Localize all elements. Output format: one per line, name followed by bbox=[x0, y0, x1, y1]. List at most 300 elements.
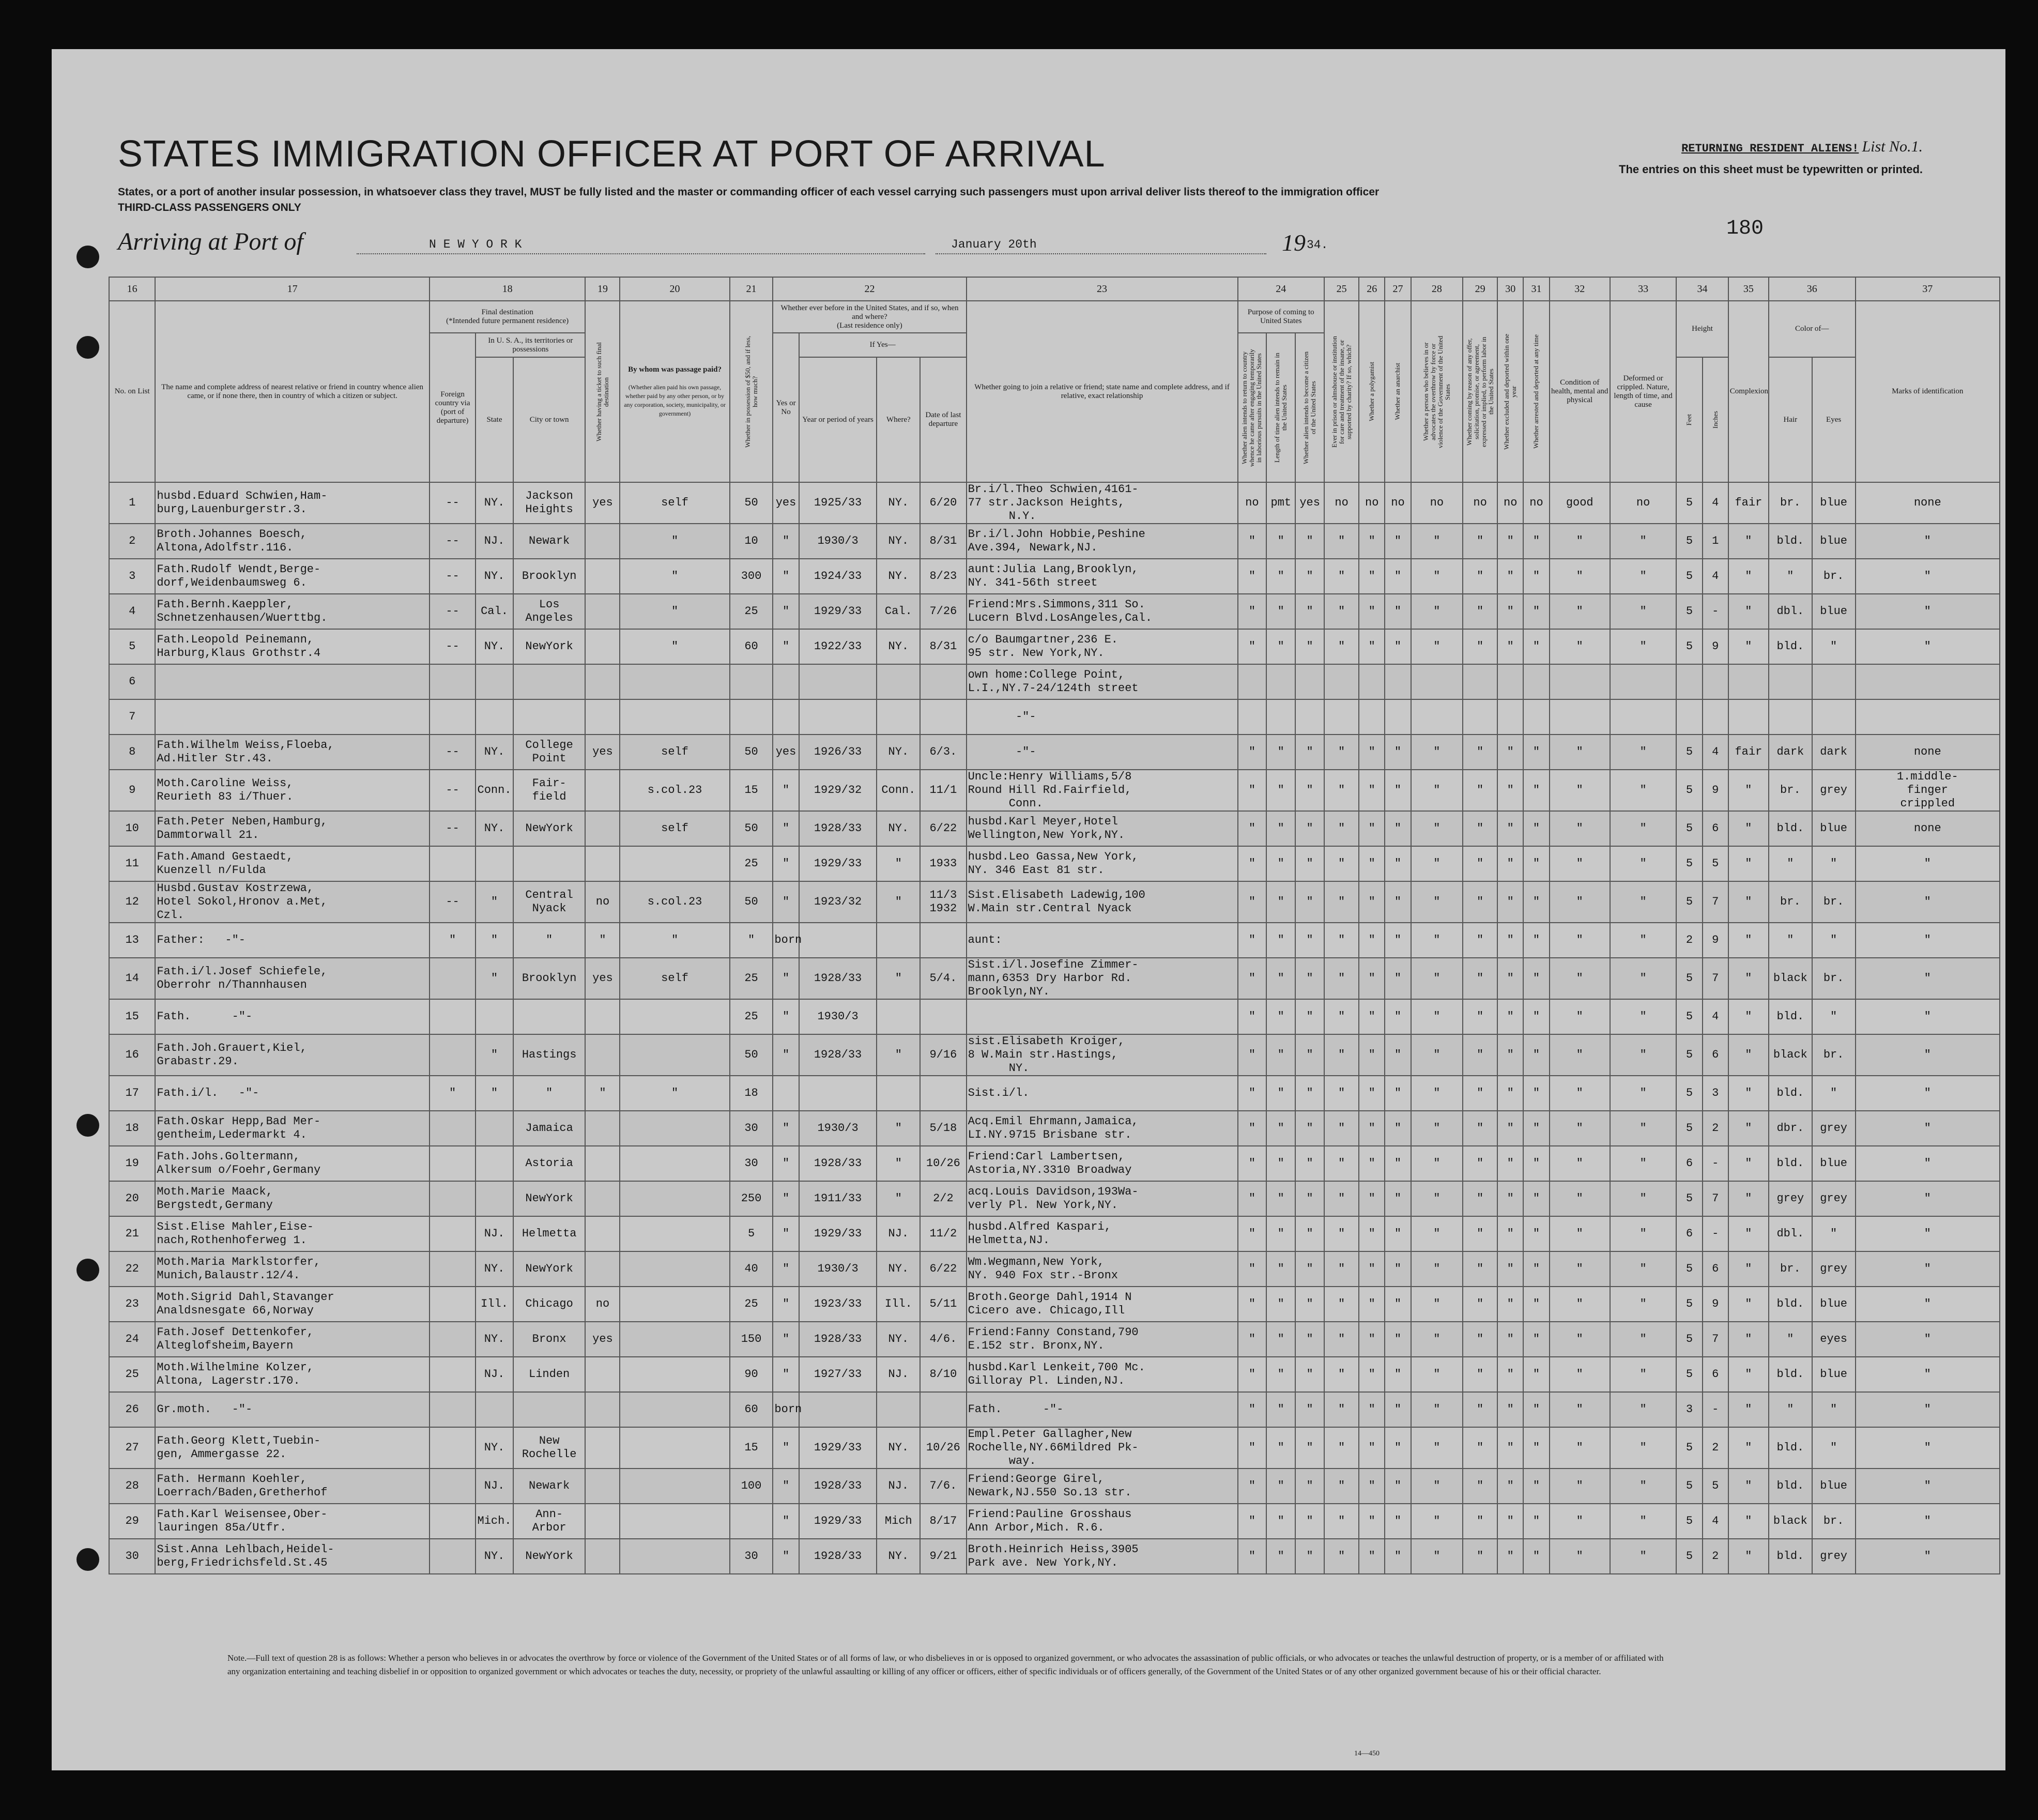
cell-anarchist: " bbox=[1385, 1539, 1411, 1574]
cell-foreign-port bbox=[430, 1181, 476, 1216]
cell-before-yes-no: " bbox=[773, 629, 799, 664]
cell-joining-relative: Friend:Pauline Grosshaus Ann Arbor,Mich. R.6. bbox=[967, 1504, 1238, 1539]
cell-dest-state: " bbox=[476, 881, 513, 923]
cell-relative-address: Fath.Georg Klett,Tuebin- gen, Ammergasse 22. bbox=[155, 1427, 430, 1469]
cell-purpose-return: " bbox=[1238, 1111, 1267, 1146]
cell-prison: " bbox=[1324, 1504, 1359, 1539]
cell-purpose-return: " bbox=[1238, 1034, 1267, 1076]
cell-prison: " bbox=[1324, 629, 1359, 664]
arrival-date: January 20th bbox=[951, 238, 1037, 251]
cell-last-departure: 5/18 bbox=[920, 1111, 966, 1146]
cell-before-years bbox=[799, 1076, 877, 1111]
cell-passage-paid: self bbox=[620, 958, 729, 999]
cell-before-yes-no: " bbox=[773, 1181, 799, 1216]
final-destination-label: Final destination bbox=[481, 308, 533, 316]
cell-polygamist: " bbox=[1359, 1146, 1385, 1181]
cell-prison: " bbox=[1324, 1216, 1359, 1251]
year-suffix: 34. bbox=[1307, 238, 1328, 252]
cell-passage-paid bbox=[620, 1146, 729, 1181]
cell-has-ticket bbox=[585, 1357, 620, 1392]
cell-joining-relative: husbd.Karl Lenkeit,700 Mc. Gilloray Pl. Linden,NJ. bbox=[967, 1357, 1238, 1392]
cell-passage-paid bbox=[620, 1111, 729, 1146]
cell-marks: " bbox=[1856, 629, 2000, 664]
footnote: Note.—Full text of question 28 is as follows: Whether a person who believes in or advocates the overthrow by force or violence of the Government of the United States or of all forms of law, or who disbelieves in or is opposed to organized government, or who advocates the assassination of public officials, or who advocates or teaches the unlawful destruction of property, or is a member of or affiliated with any organization entertaining and teaching disbelief in or opposition to organized government or which advocates or teaches the duty, necessity, or propriety of the unlawful assaulting or killing of any officer or officers, either of specific individuals or of officers generally, of the Government of the United States or of any other organized government because of his or their official character. bbox=[227, 1653, 1664, 1676]
cell-purpose-length: " bbox=[1266, 629, 1295, 664]
cell-joining-relative: husbd.Karl Meyer,Hotel Wellington,New York,NY. bbox=[967, 811, 1238, 846]
cell-arrested: " bbox=[1523, 524, 1549, 559]
sheet-number: 180 bbox=[1726, 217, 1764, 240]
cell-eye-color: br. bbox=[1812, 881, 1856, 923]
cell-row-number: 2 bbox=[109, 524, 155, 559]
list-info bbox=[1499, 138, 1923, 177]
cell-overthrow: " bbox=[1411, 1322, 1463, 1357]
cell-polygamist: " bbox=[1359, 1469, 1385, 1504]
header-health: Condition of health, mental and physical bbox=[1550, 301, 1610, 482]
cell-marks bbox=[1856, 664, 2000, 699]
cell-contract-labor: " bbox=[1463, 559, 1497, 594]
cell-joining-relative: c/o Baumgartner,236 E. 95 str. New York,NY. bbox=[967, 629, 1238, 664]
cell-before-yes-no: " bbox=[773, 1322, 799, 1357]
ticket-label: Whether having a ticket to such final destination bbox=[594, 342, 610, 441]
cell-before-yes-no: " bbox=[773, 524, 799, 559]
cell-anarchist: " bbox=[1385, 1357, 1411, 1392]
cell-before-years: 1927/33 bbox=[799, 1357, 877, 1392]
cell-before-years: 1928/33 bbox=[799, 811, 877, 846]
header-deformed: Deformed or crippled. Nature, length of time, and cause bbox=[1610, 301, 1676, 482]
cell-passage-paid: " bbox=[620, 524, 729, 559]
cell-complexion: " bbox=[1728, 770, 1769, 811]
cell-height-feet: 5 bbox=[1676, 735, 1702, 770]
cell-deformed: " bbox=[1610, 1392, 1676, 1427]
cell-complexion: " bbox=[1728, 1539, 1769, 1574]
cell-joining-relative: Friend:Mrs.Simmons,311 So. Lucern Blvd.LosAngeles,Cal. bbox=[967, 594, 1238, 629]
cell-polygamist: " bbox=[1359, 958, 1385, 999]
cell-has-ticket bbox=[585, 1427, 620, 1469]
cell-prison: " bbox=[1324, 1146, 1359, 1181]
cell-height-inches: 6 bbox=[1703, 1034, 1728, 1076]
cell-anarchist: " bbox=[1385, 1181, 1411, 1216]
cell-overthrow: " bbox=[1411, 999, 1463, 1034]
passenger-rows bbox=[109, 482, 2000, 1574]
cell-hair-color: bld. bbox=[1769, 1076, 1812, 1111]
cell-purpose-length: pmt bbox=[1266, 482, 1295, 524]
cell-row-number: 24 bbox=[109, 1322, 155, 1357]
cell-dest-city: Central Nyack bbox=[513, 881, 586, 923]
cell-contract-labor: " bbox=[1463, 1504, 1497, 1539]
cell-hair-color bbox=[1769, 664, 1812, 699]
cell-row-number: 27 bbox=[109, 1427, 155, 1469]
cell-complexion bbox=[1728, 664, 1769, 699]
cell-row-number: 8 bbox=[109, 735, 155, 770]
cell-money: 30 bbox=[730, 1111, 773, 1146]
cell-overthrow: " bbox=[1411, 1287, 1463, 1322]
cell-anarchist bbox=[1385, 699, 1411, 735]
cell-before-yes-no: " bbox=[773, 1504, 799, 1539]
cell-money: 90 bbox=[730, 1357, 773, 1392]
cell-height-inches: 6 bbox=[1703, 1357, 1728, 1392]
cell-dest-city: Los Angeles bbox=[513, 594, 586, 629]
cell-complexion: " bbox=[1728, 846, 1769, 881]
cell-before-yes-no: " bbox=[773, 846, 799, 881]
cell-prison: " bbox=[1324, 1469, 1359, 1504]
header-where: Where? bbox=[877, 357, 920, 482]
cell-row-number: 4 bbox=[109, 594, 155, 629]
cell-joining-relative: Br.i/l.John Hobbie,Peshine Ave.394, Newark,NJ. bbox=[967, 524, 1238, 559]
table-row bbox=[109, 999, 2000, 1034]
cell-hair-color: dbl. bbox=[1769, 1216, 1812, 1251]
cell-joining-relative: husbd.Alfred Kaspari, Helmetta,NJ. bbox=[967, 1216, 1238, 1251]
cell-foreign-port bbox=[430, 1034, 476, 1076]
cell-before-years: 1929/33 bbox=[799, 1427, 877, 1469]
cell-height-feet: 5 bbox=[1676, 482, 1702, 524]
header-date-departure: Date of last departure bbox=[920, 357, 966, 482]
cell-deformed: " bbox=[1610, 811, 1676, 846]
cell-row-number: 7 bbox=[109, 699, 155, 735]
cell-prison: " bbox=[1324, 735, 1359, 770]
cell-dest-city: Newark bbox=[513, 524, 586, 559]
cell-row-number: 18 bbox=[109, 1111, 155, 1146]
cell-polygamist: " bbox=[1359, 1034, 1385, 1076]
before-in-us-note: (Last residence only) bbox=[837, 321, 902, 330]
cell-has-ticket bbox=[585, 1469, 620, 1504]
cell-height-feet: 3 bbox=[1676, 1392, 1702, 1427]
cell-joining-relative: Empl.Peter Gallagher,New Rochelle,NY.66Mildred Pk- way. bbox=[967, 1427, 1238, 1469]
cell-prison: " bbox=[1324, 811, 1359, 846]
cell-row-number: 21 bbox=[109, 1216, 155, 1251]
cell-before-yes-no: " bbox=[773, 1111, 799, 1146]
table-row bbox=[109, 1076, 2000, 1111]
cell-excluded: no bbox=[1497, 482, 1523, 524]
cell-complexion: " bbox=[1728, 1111, 1769, 1146]
cell-before-years: 1925/33 bbox=[799, 482, 877, 524]
table-row bbox=[109, 1216, 2000, 1251]
cell-deformed: no bbox=[1610, 482, 1676, 524]
cell-last-departure: 10/26 bbox=[920, 1146, 966, 1181]
cell-prison: " bbox=[1324, 524, 1359, 559]
cell-dest-city bbox=[513, 1392, 586, 1427]
cell-money: 5 bbox=[730, 1216, 773, 1251]
colnum-23: 23 bbox=[967, 277, 1238, 301]
cell-prison: " bbox=[1324, 559, 1359, 594]
cell-complexion: " bbox=[1728, 1392, 1769, 1427]
cell-deformed: " bbox=[1610, 1251, 1676, 1287]
cell-polygamist: " bbox=[1359, 524, 1385, 559]
header-relative-abroad: The name and complete address of nearest relative or friend in country whence alien came, or if none there, then in country of which a citizen or subject. bbox=[155, 301, 430, 482]
cell-purpose-citizen: " bbox=[1295, 559, 1324, 594]
cell-row-number: 9 bbox=[109, 770, 155, 811]
cell-passage-paid bbox=[620, 1504, 729, 1539]
cell-purpose-citizen bbox=[1295, 664, 1324, 699]
cell-deformed: " bbox=[1610, 1181, 1676, 1216]
cell-height-feet bbox=[1676, 699, 1702, 735]
binder-hole-icon bbox=[76, 246, 99, 268]
cell-passage-paid: self bbox=[620, 482, 729, 524]
cell-before-where: NJ. bbox=[877, 1357, 920, 1392]
cell-purpose-citizen: " bbox=[1295, 1357, 1324, 1392]
cell-dest-state: Mich. bbox=[476, 1504, 513, 1539]
cell-purpose-return: " bbox=[1238, 1392, 1267, 1427]
cell-overthrow: " bbox=[1411, 1181, 1463, 1216]
cell-money bbox=[730, 1504, 773, 1539]
cell-contract-labor: " bbox=[1463, 1076, 1497, 1111]
cell-before-years: 1928/33 bbox=[799, 1034, 877, 1076]
cell-row-number: 16 bbox=[109, 1034, 155, 1076]
cell-prison: " bbox=[1324, 999, 1359, 1034]
cell-purpose-length: " bbox=[1266, 1111, 1295, 1146]
cell-row-number: 22 bbox=[109, 1251, 155, 1287]
cell-relative-address: Fath.Peter Neben,Hamburg, Dammtorwall 21. bbox=[155, 811, 430, 846]
cell-hair-color: " bbox=[1769, 923, 1812, 958]
cell-dest-city: Jackson Heights bbox=[513, 482, 586, 524]
cell-contract-labor: no bbox=[1463, 482, 1497, 524]
cell-before-yes-no: yes bbox=[773, 735, 799, 770]
cell-money: 15 bbox=[730, 770, 773, 811]
cell-height-feet: 5 bbox=[1676, 999, 1702, 1034]
cell-deformed bbox=[1610, 664, 1676, 699]
cell-last-departure: 7/26 bbox=[920, 594, 966, 629]
cell-health: " bbox=[1550, 958, 1610, 999]
cell-anarchist: " bbox=[1385, 1287, 1411, 1322]
header-passage-paid bbox=[620, 301, 729, 482]
cell-height-feet: 5 bbox=[1676, 958, 1702, 999]
cell-money: 30 bbox=[730, 1539, 773, 1574]
cell-dest-state bbox=[476, 699, 513, 735]
cell-arrested: " bbox=[1523, 1427, 1549, 1469]
cell-eye-color: grey bbox=[1812, 1539, 1856, 1574]
cell-complexion: " bbox=[1728, 1251, 1769, 1287]
cell-dest-state: NY. bbox=[476, 1427, 513, 1469]
cell-purpose-return: " bbox=[1238, 958, 1267, 999]
cell-row-number: 10 bbox=[109, 811, 155, 846]
cell-relative-address: Moth.Wilhelmine Kolzer, Altona, Lagerstr.170. bbox=[155, 1357, 430, 1392]
cell-before-where: " bbox=[877, 1111, 920, 1146]
cell-before-where: NY. bbox=[877, 811, 920, 846]
cell-hair-color: br. bbox=[1769, 1251, 1812, 1287]
cell-height-inches: 5 bbox=[1703, 846, 1728, 881]
cell-marks: " bbox=[1856, 1216, 2000, 1251]
cell-health: " bbox=[1550, 1504, 1610, 1539]
cell-foreign-port: -- bbox=[430, 594, 476, 629]
cell-dest-city: NewYork bbox=[513, 811, 586, 846]
cell-joining-relative: aunt: bbox=[967, 923, 1238, 958]
cell-eye-color bbox=[1812, 664, 1856, 699]
cell-joining-relative: -"- bbox=[967, 735, 1238, 770]
cell-purpose-return: " bbox=[1238, 1357, 1267, 1392]
cell-contract-labor: " bbox=[1463, 811, 1497, 846]
cell-marks: " bbox=[1856, 1504, 2000, 1539]
cell-relative-address: Fath.i/l. -"- bbox=[155, 1076, 430, 1111]
colnum-34: 34 bbox=[1676, 277, 1728, 301]
cell-complexion: fair bbox=[1728, 482, 1769, 524]
date-line bbox=[936, 253, 1266, 254]
cell-deformed: " bbox=[1610, 958, 1676, 999]
cell-overthrow: " bbox=[1411, 923, 1463, 958]
cell-last-departure: 8/17 bbox=[920, 1504, 966, 1539]
header-if-yes: If Yes— bbox=[799, 333, 967, 357]
cell-deformed: " bbox=[1610, 1322, 1676, 1357]
cell-joining-relative bbox=[967, 999, 1238, 1034]
cell-passage-paid: s.col.23 bbox=[620, 881, 729, 923]
cell-purpose-return: " bbox=[1238, 770, 1267, 811]
cell-prison bbox=[1324, 699, 1359, 735]
cell-last-departure: 11/3 1932 bbox=[920, 881, 966, 923]
cell-deformed: " bbox=[1610, 1076, 1676, 1111]
cell-has-ticket: " bbox=[585, 923, 620, 958]
cell-health: " bbox=[1550, 1469, 1610, 1504]
cell-joining-relative: Friend:George Girel, Newark,NJ.550 So.13 str. bbox=[967, 1469, 1238, 1504]
cell-before-yes-no: born bbox=[773, 923, 799, 958]
cell-purpose-return: " bbox=[1238, 1181, 1267, 1216]
cell-before-where: NJ. bbox=[877, 1469, 920, 1504]
cell-hair-color: bld. bbox=[1769, 1469, 1812, 1504]
cell-excluded bbox=[1497, 699, 1523, 735]
cell-arrested: " bbox=[1523, 1216, 1549, 1251]
header-in-usa: In U. S. A., its territories or possessions bbox=[476, 333, 585, 357]
cell-complexion: " bbox=[1728, 629, 1769, 664]
cell-has-ticket: yes bbox=[585, 1322, 620, 1357]
cell-prison: " bbox=[1324, 770, 1359, 811]
cell-foreign-port bbox=[430, 1504, 476, 1539]
cell-arrested: " bbox=[1523, 735, 1549, 770]
binder-hole-icon bbox=[76, 1259, 99, 1281]
cell-complexion: " bbox=[1728, 1146, 1769, 1181]
cell-deformed: " bbox=[1610, 846, 1676, 881]
cell-height-inches: 5 bbox=[1703, 1469, 1728, 1504]
cell-hair-color: black bbox=[1769, 1034, 1812, 1076]
cell-eye-color: grey bbox=[1812, 1251, 1856, 1287]
anarchist-label: Whether an anarchist bbox=[1393, 363, 1402, 420]
passage-paid-note: (Whether alien paid his own passage, whether paid by any other person, or by any corporation, society, municipality, or government) bbox=[624, 383, 726, 417]
cell-health: " bbox=[1550, 559, 1610, 594]
cell-complexion: " bbox=[1728, 1427, 1769, 1469]
cell-purpose-length: " bbox=[1266, 1504, 1295, 1539]
cell-has-ticket bbox=[585, 770, 620, 811]
header-purpose-a bbox=[1238, 333, 1267, 482]
table-row bbox=[109, 1322, 2000, 1357]
cell-dest-city: Bronx bbox=[513, 1322, 586, 1357]
cell-excluded: " bbox=[1497, 923, 1523, 958]
passage-paid-label: By whom was passage paid? bbox=[628, 365, 722, 374]
cell-passage-paid: s.col.23 bbox=[620, 770, 729, 811]
cell-excluded: " bbox=[1497, 1504, 1523, 1539]
cell-height-feet: 5 bbox=[1676, 559, 1702, 594]
cell-anarchist: " bbox=[1385, 846, 1411, 881]
cell-excluded: " bbox=[1497, 1216, 1523, 1251]
table-row bbox=[109, 482, 2000, 524]
cell-passage-paid bbox=[620, 999, 729, 1034]
table-row bbox=[109, 559, 2000, 594]
cell-deformed: " bbox=[1610, 1287, 1676, 1322]
cell-joining-relative: aunt:Julia Lang,Brooklyn, NY. 341-56th street bbox=[967, 559, 1238, 594]
cell-marks: " bbox=[1856, 559, 2000, 594]
cell-before-years: 1929/33 bbox=[799, 1216, 877, 1251]
cell-purpose-citizen: " bbox=[1295, 1181, 1324, 1216]
cell-last-departure: 6/3. bbox=[920, 735, 966, 770]
cell-hair-color: bld. bbox=[1769, 1357, 1812, 1392]
excluded-label: Whether excluded and deported within one year bbox=[1503, 333, 1518, 450]
cell-anarchist: " bbox=[1385, 1251, 1411, 1287]
header-contract bbox=[1463, 301, 1497, 482]
cell-height-feet: 5 bbox=[1676, 1181, 1702, 1216]
cell-before-yes-no: " bbox=[773, 1287, 799, 1322]
cell-before-years: 1928/33 bbox=[799, 958, 877, 999]
cell-purpose-return: " bbox=[1238, 999, 1267, 1034]
cell-dest-city: " bbox=[513, 1076, 586, 1111]
cell-purpose-citizen: " bbox=[1295, 811, 1324, 846]
cell-row-number: 3 bbox=[109, 559, 155, 594]
cell-before-yes-no: " bbox=[773, 999, 799, 1034]
cell-dest-state: NY. bbox=[476, 735, 513, 770]
cell-joining-relative: Wm.Wegmann,New York, NY. 940 Fox str.-Bronx bbox=[967, 1251, 1238, 1287]
cell-has-ticket bbox=[585, 1251, 620, 1287]
cell-before-yes-no: born bbox=[773, 1392, 799, 1427]
cell-health: good bbox=[1550, 482, 1610, 524]
cell-before-where: NY. bbox=[877, 559, 920, 594]
cell-height-feet: 5 bbox=[1676, 811, 1702, 846]
cell-health: " bbox=[1550, 1076, 1610, 1111]
cell-health: " bbox=[1550, 594, 1610, 629]
cell-purpose-length bbox=[1266, 699, 1295, 735]
cell-has-ticket bbox=[585, 1216, 620, 1251]
cell-eye-color: blue bbox=[1812, 1357, 1856, 1392]
cell-overthrow: " bbox=[1411, 1427, 1463, 1469]
cell-contract-labor: " bbox=[1463, 1469, 1497, 1504]
cell-hair-color bbox=[1769, 699, 1812, 735]
cell-last-departure bbox=[920, 923, 966, 958]
cell-health: " bbox=[1550, 1322, 1610, 1357]
cell-before-yes-no: yes bbox=[773, 482, 799, 524]
cell-relative-address: Fath.Josef Dettenkofer, Alteglofsheim,Bayern bbox=[155, 1322, 430, 1357]
cell-polygamist: " bbox=[1359, 1287, 1385, 1322]
cell-height-feet: 6 bbox=[1676, 1146, 1702, 1181]
cell-marks: " bbox=[1856, 594, 2000, 629]
cell-overthrow: " bbox=[1411, 811, 1463, 846]
cell-hair-color: " bbox=[1769, 846, 1812, 881]
cell-polygamist: " bbox=[1359, 1322, 1385, 1357]
cell-dest-city: Brooklyn bbox=[513, 559, 586, 594]
cell-overthrow: " bbox=[1411, 594, 1463, 629]
cell-dest-city: Astoria bbox=[513, 1146, 586, 1181]
cell-before-years: 1911/33 bbox=[799, 1181, 877, 1216]
cell-height-inches: 2 bbox=[1703, 1427, 1728, 1469]
cell-height-feet: 5 bbox=[1676, 1357, 1702, 1392]
table-row bbox=[109, 846, 2000, 881]
cell-dest-state bbox=[476, 1146, 513, 1181]
cell-deformed: " bbox=[1610, 629, 1676, 664]
cell-excluded: " bbox=[1497, 1427, 1523, 1469]
cell-has-ticket: no bbox=[585, 1287, 620, 1322]
cell-polygamist: " bbox=[1359, 629, 1385, 664]
cell-before-years: 1928/33 bbox=[799, 1322, 877, 1357]
cell-overthrow: " bbox=[1411, 1216, 1463, 1251]
list-number: List No.1. bbox=[1862, 138, 1923, 155]
table-row bbox=[109, 770, 2000, 811]
cell-hair-color: " bbox=[1769, 1322, 1812, 1357]
cell-last-departure bbox=[920, 699, 966, 735]
cell-prison: " bbox=[1324, 1392, 1359, 1427]
cell-eye-color: " bbox=[1812, 1216, 1856, 1251]
cell-row-number: 29 bbox=[109, 1504, 155, 1539]
cell-dest-city bbox=[513, 699, 586, 735]
cell-last-departure: 4/6. bbox=[920, 1322, 966, 1357]
cell-polygamist: " bbox=[1359, 999, 1385, 1034]
cell-purpose-return: " bbox=[1238, 594, 1267, 629]
cell-health: " bbox=[1550, 881, 1610, 923]
cell-health: " bbox=[1550, 923, 1610, 958]
cell-height-feet: 5 bbox=[1676, 1322, 1702, 1357]
colnum-35: 35 bbox=[1728, 277, 1769, 301]
table-row bbox=[109, 664, 2000, 699]
